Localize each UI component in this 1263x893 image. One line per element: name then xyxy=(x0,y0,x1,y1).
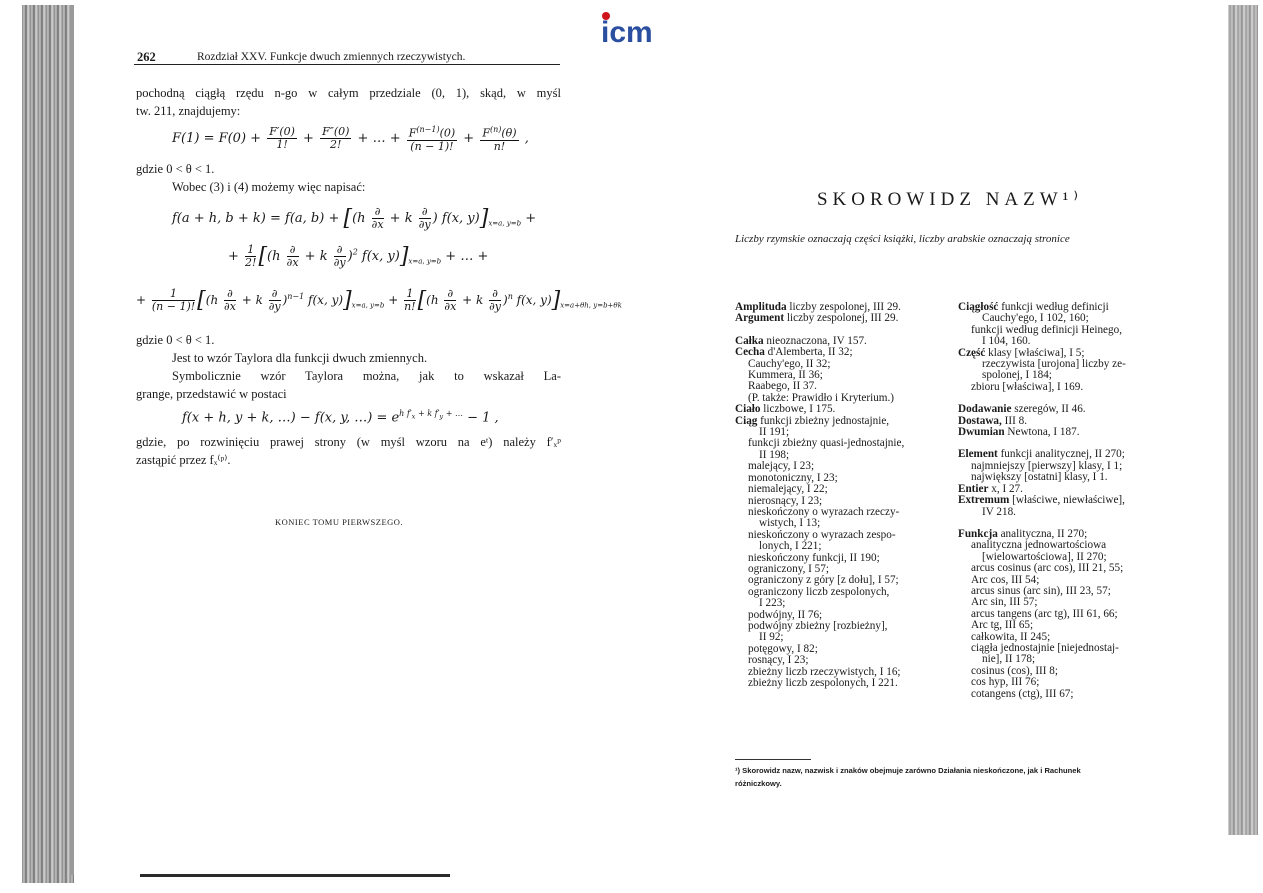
index-entry: Dostawa, III 8. xyxy=(958,414,1027,427)
index-subentry: cos hyp, III 76; xyxy=(971,676,1040,689)
index-subentry: zbieżny liczb rzeczywistych, I 16; xyxy=(748,665,901,678)
text-line: tw. 211, znajdujemy: xyxy=(136,104,241,118)
index-entry: Entier x, I 27. xyxy=(958,482,1023,495)
equation-taylor-two-var-line3: + $\frac{1}{(n - 1)!}$ [(h $\frac{\partial}{\partial x}$ + k $\frac{\partial}{\partial y}$ )$^{n-1}$ f(x, $y)]_{x=a, y=b}$ + $\frac{1}{n!}$ [(h $\frac{\partial}{\partial x}$ + k $\frac{\partial}{\partial y}$ )$^n$ f(x, $y)]_{x=a+\theta h, y=b+\theta k}$ xyxy=(136,287,622,313)
text-line: zastąpić przez fₓ⁽ᵖ⁾. xyxy=(136,453,231,467)
index-subentry: ograniczony, I 57; xyxy=(748,562,829,575)
index-subentry: zbieżny liczb zespolonych, I 221. xyxy=(748,677,898,689)
index-entry: Ciąg funkcji zbieżny jednostajnie, xyxy=(735,414,890,427)
index-entry: Element funkcji analitycznej, II 270; xyxy=(958,448,1125,461)
index-subentry: [wielowartościowa], II 270; xyxy=(982,550,1107,563)
index-subentry: II 191; xyxy=(759,426,790,439)
index-subentry: podwójny zbieżny [rozbieżny], xyxy=(748,619,888,632)
index-subentry: nierosnący, I 23; xyxy=(748,494,823,507)
index-subentry: cotangens (ctg), III 67; xyxy=(971,687,1074,700)
scan-bottom-bar xyxy=(140,874,450,877)
index-subentry: funkcji według definicji Heinego, xyxy=(971,323,1122,336)
index-subentry: nieskończony o wyrazach zespo- xyxy=(748,528,896,541)
index-subentry: II 198; xyxy=(759,448,790,461)
index-entry: Całka nieoznaczona, IV 157. xyxy=(735,334,867,347)
equation-lagrange-symbolic: f(x + h, y + k, …) − f(x, y, …) = $e^{h f'_x + k f'_y + \dots} - 1$ , xyxy=(182,409,499,426)
index-entry: Argument liczby zespolonej, III 29. xyxy=(735,312,899,325)
index-subentry: monotoniczny, I 23; xyxy=(748,471,838,484)
index-subentry: całkowita, II 245; xyxy=(971,630,1051,643)
index-entry: Dwumian Newtona, I 187. xyxy=(958,426,1080,439)
footnote-line: ¹) Skorowidz nazw, nazwisk i znaków obejmuje zarówno Działania nieskończone, jak i Rachunek xyxy=(735,766,1081,775)
index-subentry: wistych, I 13; xyxy=(759,517,821,530)
equation-taylor-two-var-line1: f(a + h, b + k) = f(a, b) + [(h $\frac{\partial}{\partial x}$ + k $\frac{\partial}{\partial y}$ ) f(x, $y)]_{x=a, y=b}$ + xyxy=(172,205,537,231)
index-subentry: podwójny, II 76; xyxy=(748,608,823,621)
index-subentry: I 223; xyxy=(759,597,786,610)
index-column-1 xyxy=(735,302,950,689)
index-subentry: najmniejszy [pierwszy] klasy, I 1; xyxy=(971,459,1123,472)
index-column-2 xyxy=(958,302,1168,700)
index-subentry: Kummera, II 36; xyxy=(748,369,823,382)
index-subentry: Arc tg, III 65; xyxy=(971,619,1034,632)
index-subentry: arcus tangens (arc tg), III 61, 66; xyxy=(971,607,1118,620)
text-line: Symbolicznie wzór Taylora można, jak to wskazał La- xyxy=(172,369,561,383)
icm-logo xyxy=(600,12,662,46)
index-subentry: (P. także: Prawidło i Kryterium.) xyxy=(748,391,895,404)
scan-edge-left xyxy=(22,5,74,883)
text-line: Jest to wzór Taylora dla funkcji dwuch zmiennych. xyxy=(172,351,428,365)
equation-taylor-one-var: F(1) = F(0) + $\frac{F'(0)}{1!}$ + $\frac{F''(0)}{2!}$ + … + $\frac{F^{(n-1)}(0)}{(n - 1)!}$ + $\frac{F^{(n)}(\theta)}{n!}$ , xyxy=(172,124,529,153)
index-subentry: Arc cos, III 54; xyxy=(971,573,1040,586)
text-line: Wobec (3) i (4) możemy więc napisać: xyxy=(172,180,366,194)
footnote-rule xyxy=(735,759,811,760)
index-subentry: malejący, I 23; xyxy=(748,460,815,473)
index-entry: Ciało liczbowe, I 175. xyxy=(735,403,836,416)
index-entry: Amplituda liczby zespolonej, III 29. xyxy=(735,301,901,313)
index-subentry: Raabego, II 37. xyxy=(748,380,817,393)
index-subentry: rosnący, I 23; xyxy=(748,654,809,667)
index-subentry: nie], II 178; xyxy=(982,653,1036,666)
index-subentry: nieskończony o wyrazach rzeczy- xyxy=(748,505,900,518)
index-subentry: Arc sin, III 57; xyxy=(971,596,1038,609)
index-subentry: IV 218. xyxy=(982,505,1016,518)
index-subentry: spolonej, I 184; xyxy=(982,369,1052,382)
index-subentry: rzeczywista [urojona] liczby ze- xyxy=(982,358,1126,371)
footnote-line: różniczkowy. xyxy=(735,779,782,788)
index-subentry: I 104, 160. xyxy=(982,335,1031,348)
index-subentry: II 92; xyxy=(759,631,784,644)
index-title: SKOROWIDZ NAZW¹⁾ xyxy=(816,189,1084,210)
index-subentry: lonych, I 221; xyxy=(759,540,822,553)
index-subentry: Cauchy'ego, II 32; xyxy=(748,357,831,370)
svg-text:icm: icm xyxy=(601,16,653,46)
index-subentry: ciągła jednostajnie [niejednostaj- xyxy=(971,641,1119,654)
index-entry: Dodawanie szeregów, II 46. xyxy=(958,403,1086,416)
running-head: Rozdział XXV. Funkcje dwuch zmiennych rzeczywistych. xyxy=(197,51,466,63)
index-entry: Funkcja analityczna, II 270; xyxy=(958,527,1088,540)
end-of-volume-note: KONIEC TOMU PIERWSZEGO. xyxy=(275,517,404,527)
index-entry: Extremum [właściwe, niewłaściwe], xyxy=(958,494,1125,507)
text-line: gdzie 0 < θ < 1. xyxy=(136,333,215,347)
scan-edge-left-line xyxy=(70,5,74,875)
index-subentry: ograniczony liczb zespolonych, xyxy=(748,585,890,598)
index-subentry: arcus sinus (arc sin), III 23, 57; xyxy=(971,584,1111,597)
index-subentry: potęgowy, I 82; xyxy=(748,642,818,655)
index-subentry: największy [ostatni] klasy, I 1. xyxy=(971,471,1108,484)
index-subentry: funkcji zbieżny quasi-jednostajnie, xyxy=(748,437,905,450)
index-entry: Ciągłość funkcji według definicji xyxy=(958,301,1109,313)
index-subentry: niemalejący, I 22; xyxy=(748,483,828,496)
index-subentry: cosinus (cos), III 8; xyxy=(971,664,1058,677)
text-line: pochodną ciągłą rzędu n-go w całym przedziale (0, 1), skąd, w myśl xyxy=(136,86,561,100)
page-number: 262 xyxy=(137,50,156,64)
text-line: grange, przedstawić w postaci xyxy=(136,387,287,401)
index-subentry: ograniczony z góry [z dołu], I 57; xyxy=(748,574,899,587)
index-subtitle: Liczby rzymskie oznaczają części książki, liczby arabskie oznaczają stronice xyxy=(735,233,1070,245)
index-subentry: arcus cosinus (arc cos), III 21, 55; xyxy=(971,562,1124,575)
index-subentry: Cauchy'ego, I 102, 160; xyxy=(982,312,1089,325)
scan-edge-right xyxy=(1228,5,1258,835)
index-subentry: analityczna jednowartościowa xyxy=(971,539,1107,552)
index-entry: Część klasy [właściwa], I 5; xyxy=(958,346,1085,359)
text-line: gdzie 0 < θ < 1. xyxy=(136,162,215,176)
header-rule xyxy=(134,64,560,65)
index-subentry: nieskończony funkcji, II 190; xyxy=(748,551,880,564)
index-entry: Cecha d'Alemberta, II 32; xyxy=(735,346,853,359)
equation-taylor-two-var-line2: + $\frac{1}{2!}$ [(h $\frac{\partial}{\partial x}$ + k $\frac{\partial}{\partial y}$ )$^2$ f(x, $y)]_{x=a, y=b}$ + … + xyxy=(228,243,489,269)
index-subentry: zbioru [właściwa], I 169. xyxy=(971,380,1084,393)
text-line: gdzie, po rozwinięciu prawej strony (w myśl wzoru na eᵗ) należy f′ₓᵖ xyxy=(136,435,561,449)
